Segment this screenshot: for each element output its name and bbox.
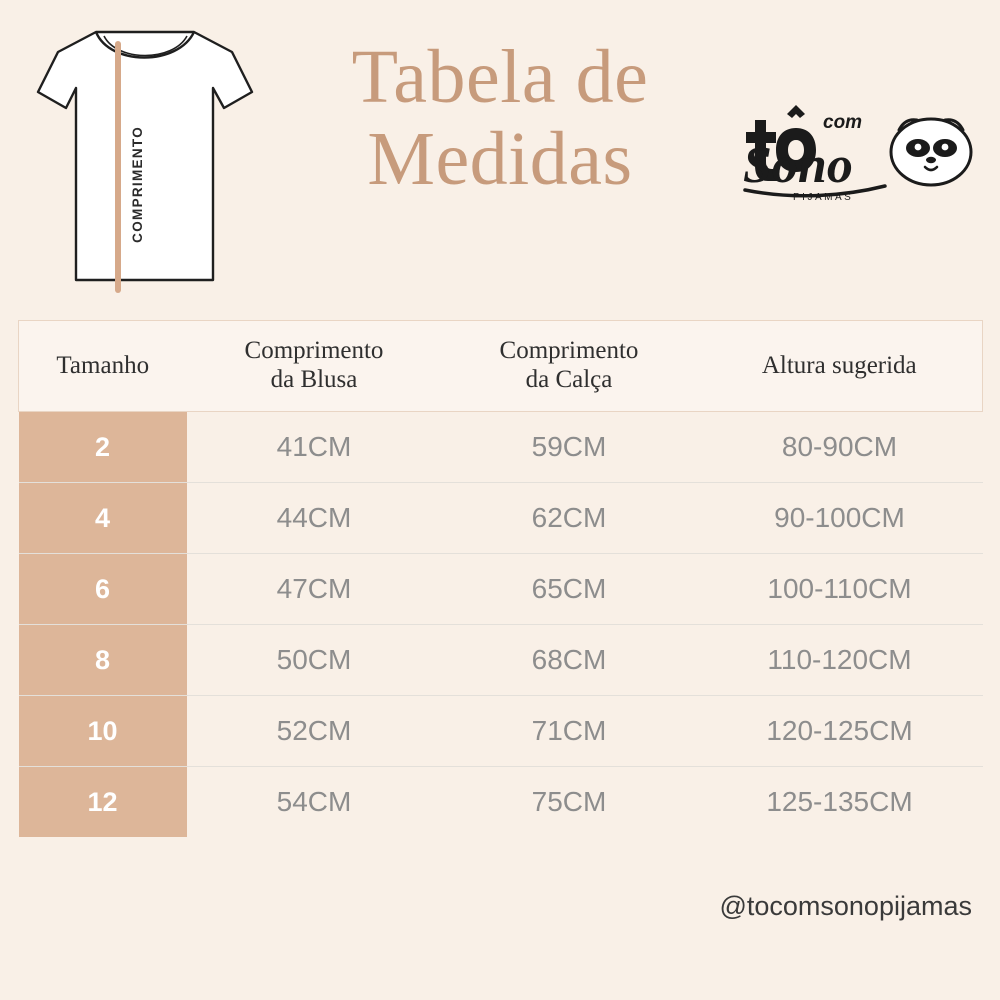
cell-altura: 90-100CM <box>697 483 983 554</box>
sloth-face-icon <box>891 119 971 185</box>
cell-calca: 62CM <box>442 483 697 554</box>
cell-calca: 65CM <box>442 554 697 625</box>
size-table <box>18 320 983 837</box>
svg-text:Sono: Sono <box>743 137 853 194</box>
cell-altura: 125-135CM <box>766 786 913 817</box>
table-row <box>19 696 983 767</box>
table-header-row <box>19 321 983 412</box>
cell-calca: 75CM <box>531 786 607 817</box>
cell-altura: 80-90CM <box>697 412 983 483</box>
cell-tamanho: 2 <box>19 412 187 483</box>
cell-calca: 68CM <box>442 625 697 696</box>
table-row <box>19 767 983 838</box>
cell-calca: 59CM <box>442 412 697 483</box>
cell-tamanho: 10 <box>19 696 187 767</box>
table-row <box>19 554 983 625</box>
cell-blusa: 50CM <box>187 625 442 696</box>
cell-blusa: 54CM <box>276 786 352 817</box>
cell-altura: 120-125CM <box>697 696 983 767</box>
cell-tamanho: 12 <box>19 767 187 838</box>
cell-blusa: 41CM <box>187 412 442 483</box>
column-header-comprimento-blusa: Comprimento da Blusa <box>187 321 442 412</box>
table-header <box>19 321 983 412</box>
cell-blusa: 47CM <box>187 554 442 625</box>
brand-logo <box>735 100 975 210</box>
table-row <box>19 412 983 483</box>
cell-tamanho: 6 <box>19 554 187 625</box>
cell-tamanho: 4 <box>19 483 187 554</box>
page-title <box>285 36 715 200</box>
table-body <box>19 412 983 838</box>
page-title-line2: Medidas <box>367 117 633 202</box>
social-handle: @tocomsonopijamas <box>719 891 972 921</box>
svg-text:com: com <box>823 112 863 133</box>
measurement-label: COMPRIMENTO <box>130 126 145 243</box>
cell-blusa: 44CM <box>187 483 442 554</box>
tshirt-figure <box>18 18 268 293</box>
cell-calca: 71CM <box>442 696 697 767</box>
page-title-line1: Tabela de <box>351 35 649 119</box>
table-row <box>19 625 983 696</box>
column-header-comprimento-calca: Comprimento da Calça <box>442 321 697 412</box>
cell-altura: 100-110CM <box>697 554 983 625</box>
header <box>0 0 1000 320</box>
cell-altura: 110-120CM <box>697 625 983 696</box>
cell-blusa: 52CM <box>187 696 442 767</box>
cell-tamanho: 8 <box>19 625 187 696</box>
column-header-altura-sugerida: Altura sugerida <box>697 321 983 412</box>
brand-logo-icon <box>735 100 975 210</box>
column-header-tamanho: Tamanho <box>19 321 187 412</box>
svg-text:PIJAMAS: PIJAMAS <box>793 192 854 203</box>
size-table-container <box>18 320 982 837</box>
table-row <box>19 483 983 554</box>
